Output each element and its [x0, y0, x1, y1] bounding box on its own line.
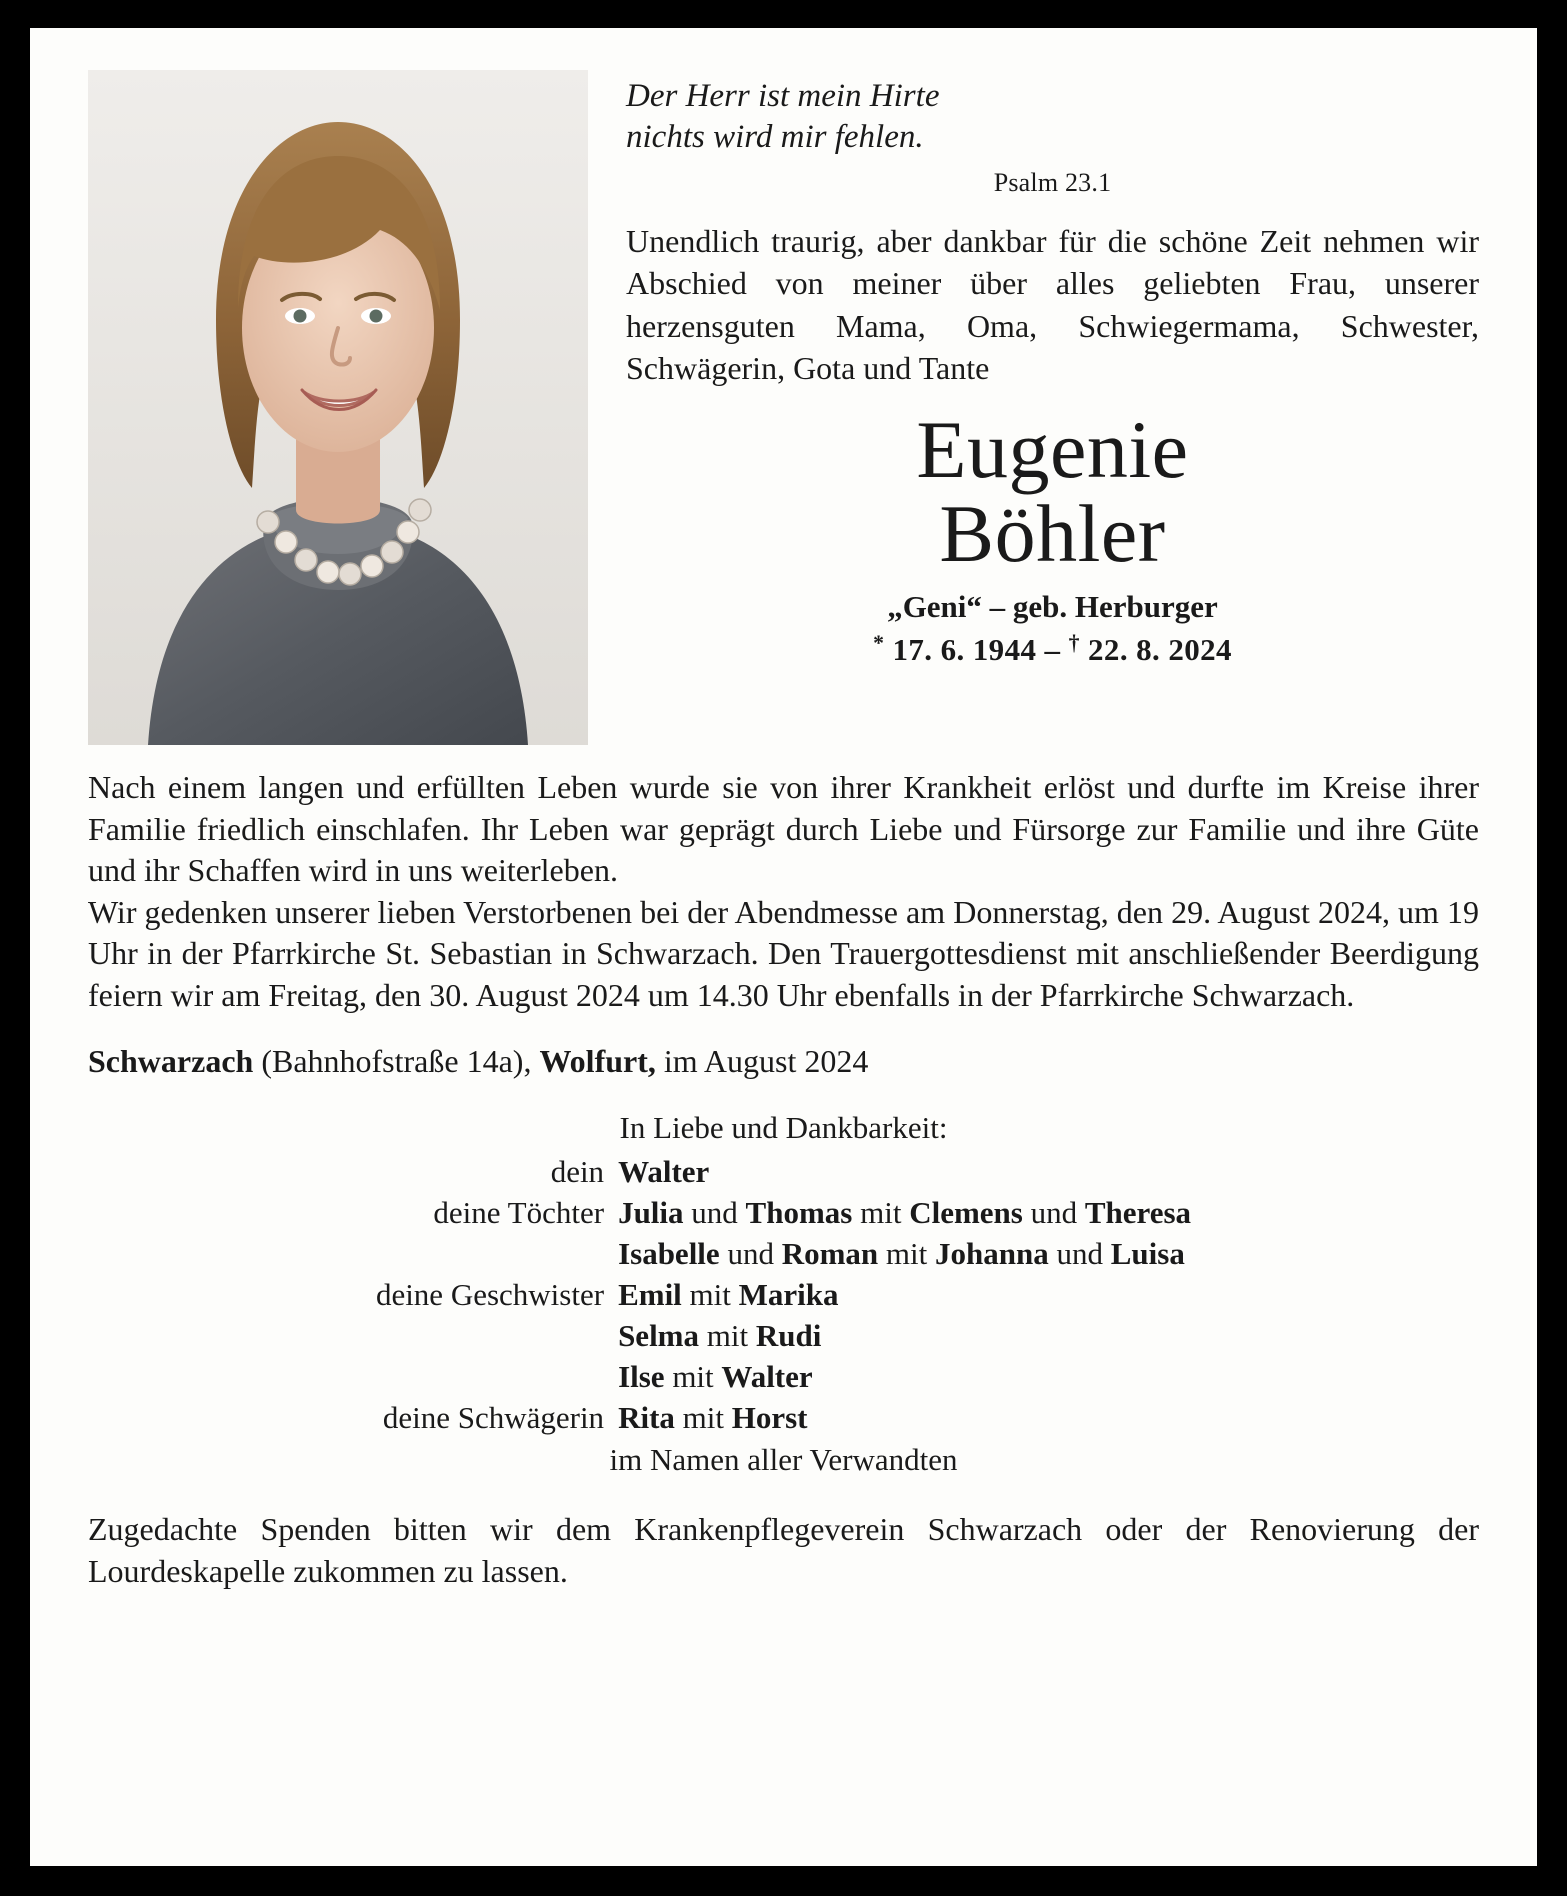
family-row [376, 1274, 1191, 1315]
bible-verse [626, 76, 1479, 158]
nickname-line: „Geni“ – geb. Herburger [887, 589, 1218, 625]
place-secondary: Wolfurt, [539, 1042, 656, 1079]
death-symbol: † [1068, 631, 1080, 656]
family-row [376, 1315, 1191, 1356]
family-name: Böhler [939, 487, 1166, 579]
family-row-label [376, 1356, 618, 1397]
family-block [88, 1108, 1479, 1479]
place-date: im August 2024 [655, 1042, 869, 1079]
donation-note: Zugedachte Spenden bitten wir dem Krankenpflegeverein Schwarzach oder der Renovierung der Lourdeskapelle zukommen zu lassen. [88, 1510, 1479, 1589]
family-row-names: Selma mit Rudi [618, 1317, 822, 1353]
family-row-label: deine Töchter [433, 1194, 605, 1230]
family-row-label: deine Schwägerin [382, 1399, 605, 1435]
header-section [88, 70, 1479, 745]
birth-date: 17. 6. 1944 [892, 632, 1037, 667]
family-row-label [376, 1233, 618, 1274]
family-heading: In Liebe und Dankbarkeit: [619, 1109, 948, 1145]
family-row-names: Emil mit Marika [618, 1276, 839, 1312]
given-name: Eugenie [916, 404, 1189, 495]
portrait-photo [88, 70, 588, 745]
birth-symbol: * [873, 631, 885, 656]
family-row-names: Rita mit Horst [618, 1399, 808, 1435]
family-row [376, 1151, 1191, 1192]
family-row [376, 1192, 1191, 1233]
date-separator: – [1044, 632, 1061, 667]
life-dates [626, 631, 1479, 668]
family-row [376, 1233, 1191, 1274]
family-row [376, 1397, 1191, 1438]
family-row-label: dein [550, 1153, 605, 1189]
body-paragraph-2: Wir gedenken unserer lieben Verstorbenen bei der Abendmesse am Donnerstag, den 29. August 2024, um 19 Uhr in der Pfarrkirche St. Sebastian in Schwarzach. Den Trauergottesdienst mit anschließender Beerdigung feiern wir am Freitag, den 30. August 2024 um 14.30 Uhr ebenfalls in der Pfarrkirche Schwarzach. [88, 893, 1479, 1013]
verse-column [626, 70, 1479, 668]
verse-reference: Psalm 23.1 [993, 167, 1112, 197]
family-row-names: Walter [618, 1153, 710, 1189]
intro-paragraph: Unendlich traurig, aber dankbar für die schöne Zeit nehmen wir Abschied von meiner über alles geliebten Frau, unserer herzensguten Mama, Oma, Schwiegermama, Schwester, Schwägerin, Gota und Tante [626, 222, 1479, 387]
family-row-names: Isabelle und Roman mit Johanna und Luisa [618, 1235, 1185, 1271]
family-row-label: deine Geschwister [375, 1276, 605, 1312]
portrait-column [88, 70, 588, 745]
portrait-illustration [88, 70, 588, 745]
family-row [376, 1356, 1191, 1397]
body-paragraph-1: Nach einem langen und erfüllten Leben wurde sie von ihrer Krankheit erlöst und durfte im Kreise ihrer Familie friedlich einschlafen. Ihr Leben war geprägt durch Liebe und Fürsorge zur Familie und ihre Güte und ihr Schaffen wird in uns weiterleben. [88, 769, 1479, 889]
place-primary: Schwarzach [88, 1042, 254, 1079]
verse-line-2: nichts wird mir fehlen. [626, 118, 924, 155]
obituary-card [30, 28, 1537, 1866]
deceased-name [626, 404, 1479, 579]
family-rows [376, 1151, 1191, 1438]
family-row-names: Ilse mit Walter [618, 1358, 813, 1394]
place-address: (Bahnhofstraße 14a), [253, 1042, 540, 1079]
verse-line-1: Der Herr ist mein Hirte [626, 78, 940, 114]
death-date: 22. 8. 2024 [1088, 632, 1232, 667]
family-row-names: Julia und Thomas mit Clemens und Theresa [618, 1194, 1192, 1230]
body-text [88, 767, 1479, 1017]
location-line [88, 1043, 1479, 1080]
family-row-label [376, 1315, 618, 1356]
family-closing: im Namen aller Verwandten [609, 1441, 958, 1477]
